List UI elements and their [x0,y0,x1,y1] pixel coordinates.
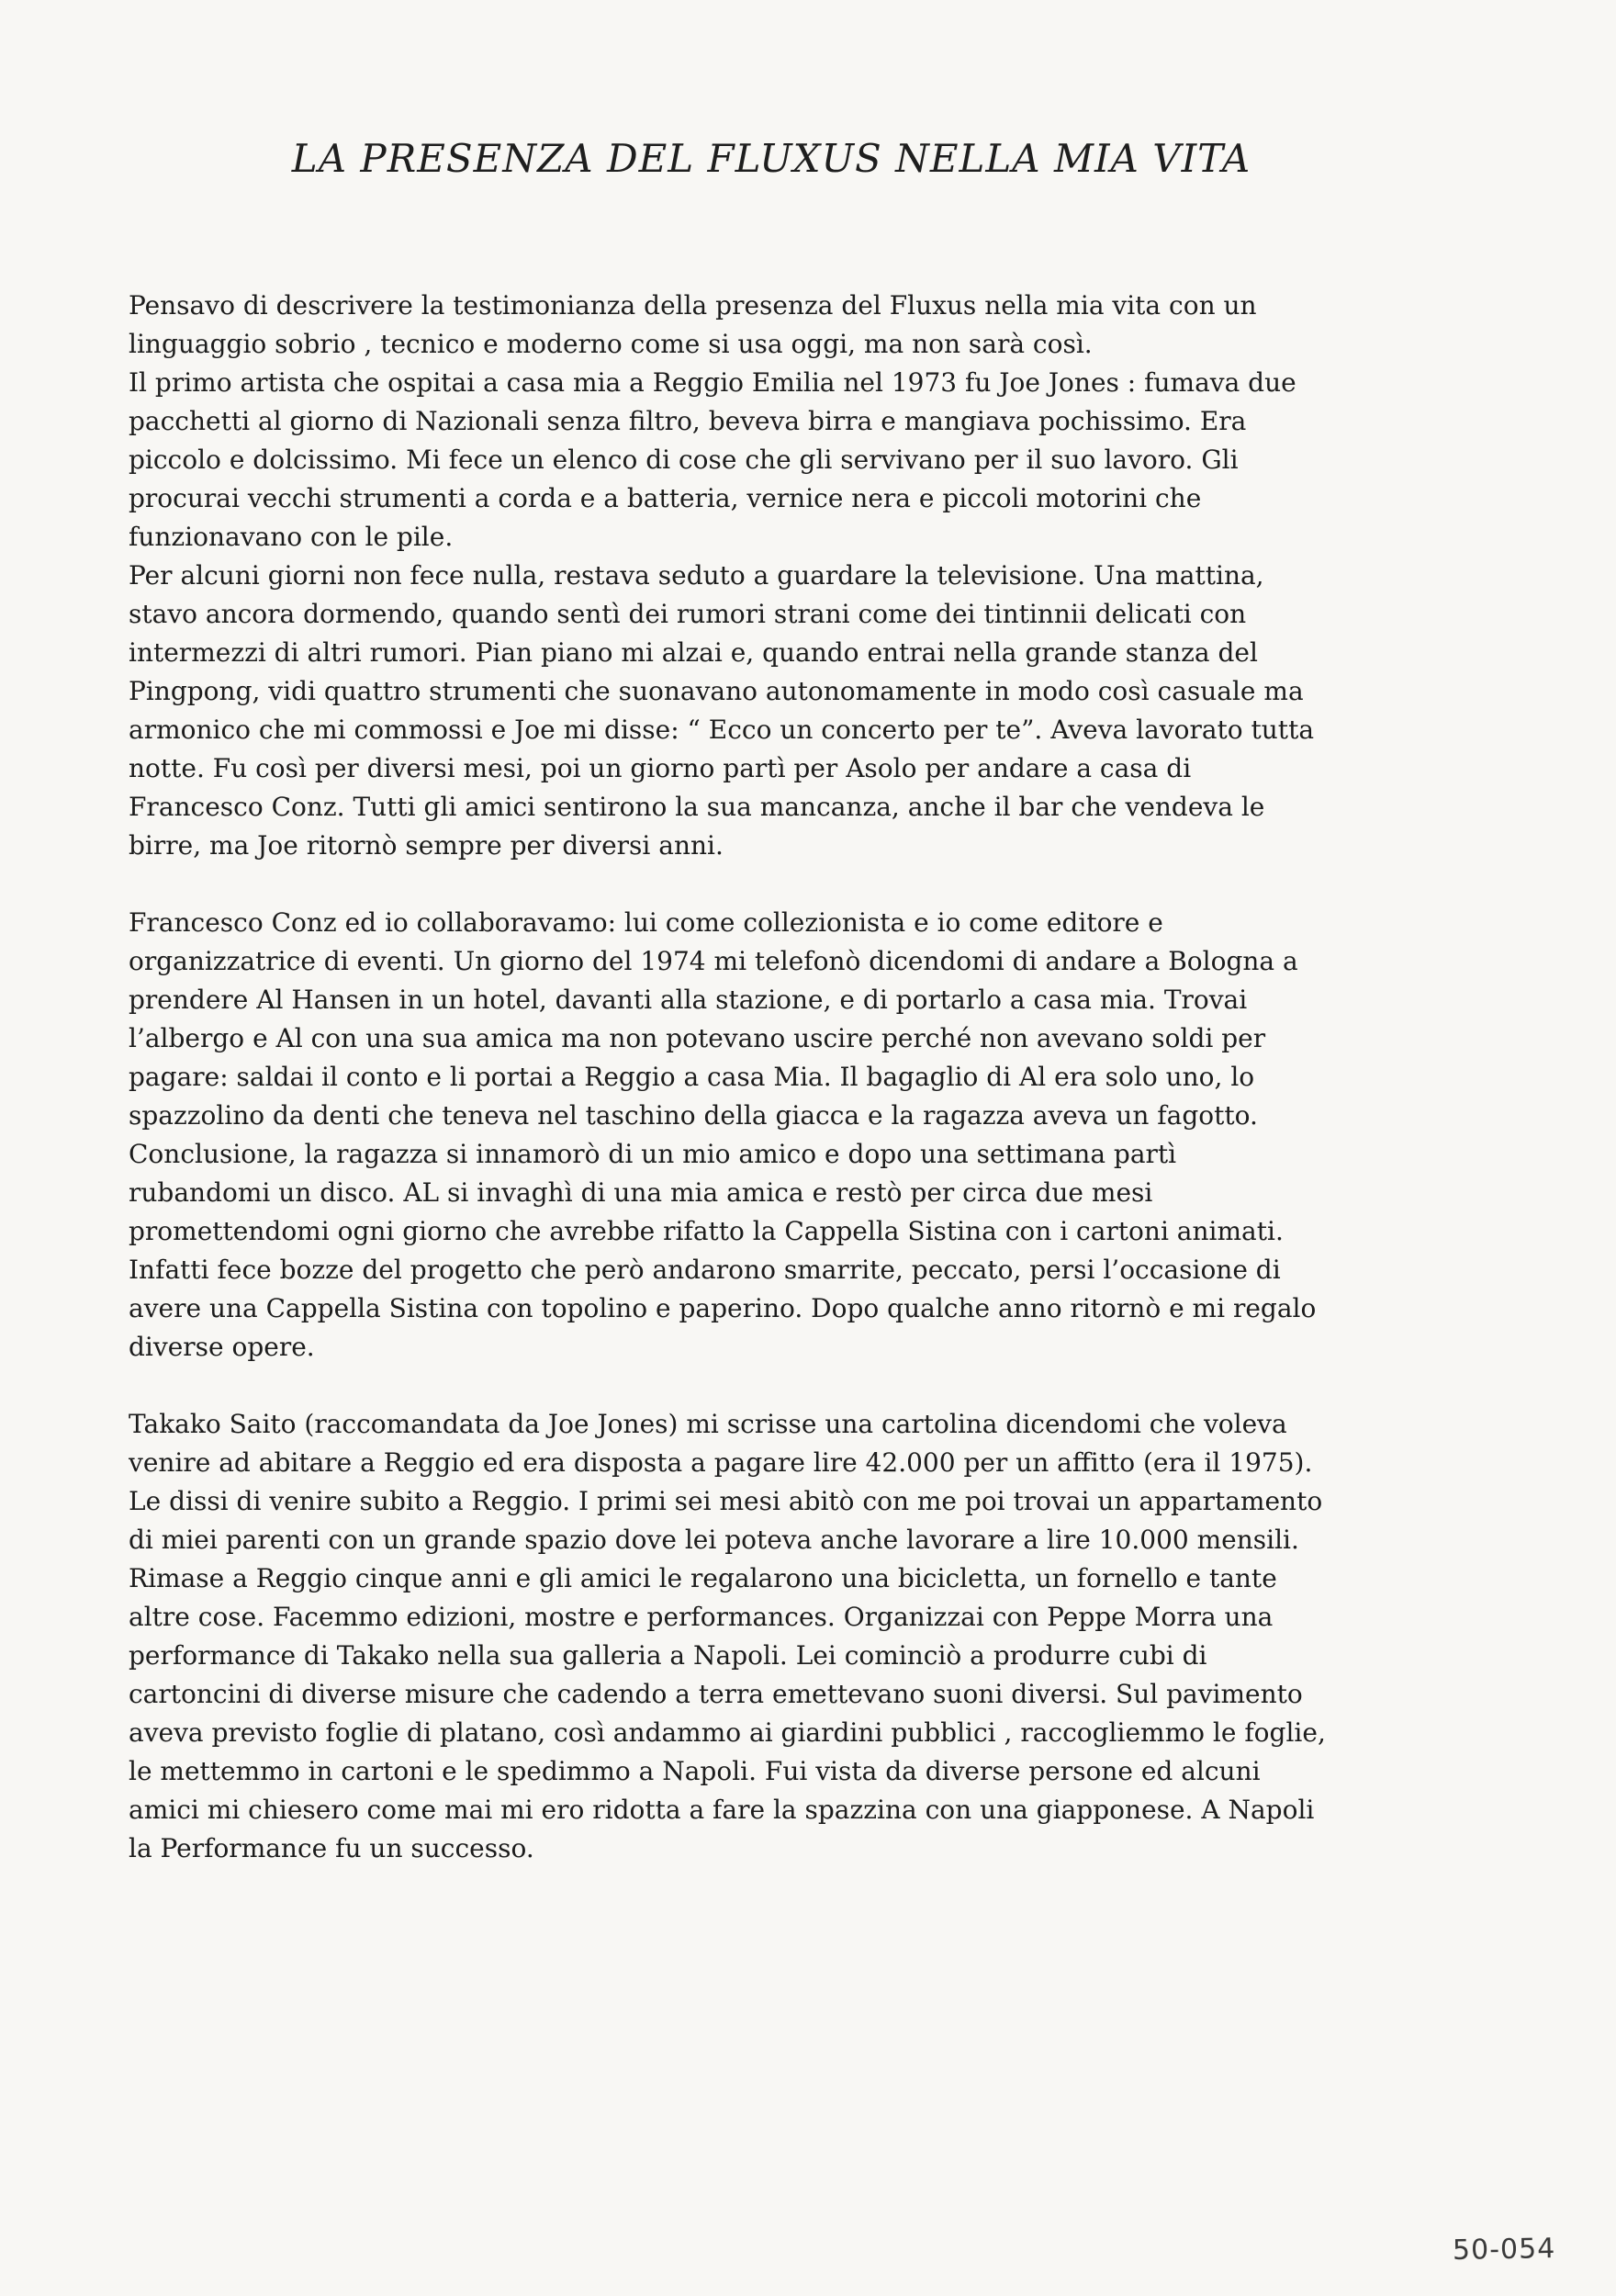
text-line: venire ad abitare a Reggio ed era disposta a pagare lire 42.000 per un affitto (era il 1975). [129,1447,1313,1478]
text-line: Conclusione, la ragazza si innamorò di un mio amico e dopo una settimana partì [129,1139,1177,1169]
text-line: Pingpong, vidi quattro strumenti che suonavano autonomamente in modo così casuale ma [129,676,1304,706]
text-line: notte. Fu così per diversi mesi, poi un giorno partì per Asolo per andare a casa di [129,753,1192,783]
text-line: linguaggio sobrio , tecnico e moderno come si usa oggi, ma non sarà così. [129,329,1093,359]
text-line: cartoncini di diverse misure che cadendo a terra emettevano suoni diversi. Sul pavimento [129,1679,1303,1709]
text-line: altre cose. Facemmo edizioni, mostre e performances. Organizzai con Peppe Morra una [129,1602,1274,1632]
text-line: organizzatrice di eventi. Un giorno del 1974 mi telefonò dicendomi di andare a Bologna a [129,946,1298,976]
paragraph-gap [129,865,1421,904]
text-line: Infatti fece bozze del progetto che però andarono smarrite, peccato, persi l’occasione di [129,1255,1281,1285]
text-line: intermezzi di altri rumori. Pian piano mi alzai e, quando entrai nella grande stanza del [129,637,1258,668]
paragraph-3 [129,1405,1421,1868]
text-line: armonico che mi commossi e Joe mi disse: “ Ecco un concerto per te”. Aveva lavorato tutta [129,715,1315,745]
text-line: Pensavo di descrivere la testimonianza della presenza del Fluxus nella mia vita con un [129,290,1257,321]
text-line: stavo ancora dormendo, quando sentì dei rumori strani come dei tintinnii delicati con [129,599,1247,629]
text-line: Francesco Conz ed io collaboravamo: lui come collezionista e io come editore e [129,907,1163,938]
text-line: le mettemmo in cartoni e le spedimmo a Napoli. Fui vista da diverse persone ed alcuni [129,1756,1261,1786]
text-line: spazzolino da denti che teneva nel taschino della giacca e la ragazza aveva un fagotto. [129,1100,1258,1131]
text-line: avere una Cappella Sistina con topolino e paperino. Dopo qualche anno ritornò e mi regalo [129,1293,1317,1323]
document-title: LA PRESENZA DEL FLUXUS NELLA MIA VITA [291,136,1251,181]
text-line: birre, ma Joe ritornò sempre per diversi anni. [129,830,724,861]
text-line: Per alcuni giorni non fece nulla, restava seduto a guardare la televisione. Una mattina, [129,560,1264,591]
paragraph-1 [129,287,1421,865]
text-line: Francesco Conz. Tutti gli amici sentirono la sua mancanza, anche il bar che vendeva le [129,792,1265,822]
text-line: Takako Saito (raccomandata da Joe Jones) mi scrisse una cartolina dicendomi che voleva [129,1409,1287,1439]
document-body [129,287,1421,1868]
text-line: aveva previsto foglie di platano, così andammo ai giardini pubblici , raccogliemmo le foglie, [129,1717,1326,1748]
text-line: pacchetti al giorno di Nazionali senza filtro, beveva birra e mangiava pochissimo. Era [129,406,1247,436]
text-line: prendere Al Hansen in un hotel, davanti alla stazione, e di portarlo a casa mia. Trovai [129,985,1248,1015]
text-line: Il primo artista che ospitai a casa mia a Reggio Emilia nel 1973 fu Joe Jones : fumava due [129,367,1296,398]
paragraph-2 [129,904,1421,1367]
archive-code: 50-054 [1452,2233,1556,2267]
text-line: diverse opere. [129,1332,315,1362]
text-line: promettendomi ogni giorno che avrebbe rifatto la Cappella Sistina con i cartoni animati. [129,1216,1284,1246]
text-line: performance di Takako nella sua galleria a Napoli. Lei cominciò a produrre cubi di [129,1640,1207,1671]
text-line: l’albergo e Al con una sua amica ma non potevano uscire perché non avevano soldi per [129,1023,1266,1053]
text-line: Le dissi di venire subito a Reggio. I primi sei mesi abitò con me poi trovai un appartamento [129,1486,1323,1516]
text-line: amici mi chiesero come mai mi ero ridotta a fare la spazzina con una giapponese. A Napoli [129,1795,1315,1825]
text-line: piccolo e dolcissimo. Mi fece un elenco di cose che gli servivano per il suo lavoro. Gli [129,445,1239,475]
text-line: la Performance fu un successo. [129,1833,534,1863]
text-line: procurai vecchi strumenti a corda e a batteria, vernice nera e piccoli motorini che [129,483,1202,513]
paragraph-gap [129,1367,1421,1405]
text-line: rubandomi un disco. AL si invaghì di una mia amica e restò per circa due mesi [129,1177,1153,1208]
text-line: Rimase a Reggio cinque anni e gli amici le regalarono una bicicletta, un fornello e tante [129,1563,1277,1593]
text-line: pagare: saldai il conto e li portai a Reggio a casa Mia. Il bagaglio di Al era solo uno, lo [129,1062,1255,1092]
text-line: di miei parenti con un grande spazio dove lei poteva anche lavorare a lire 10.000 mensili. [129,1525,1299,1555]
text-line: funzionavano con le pile. [129,522,454,552]
